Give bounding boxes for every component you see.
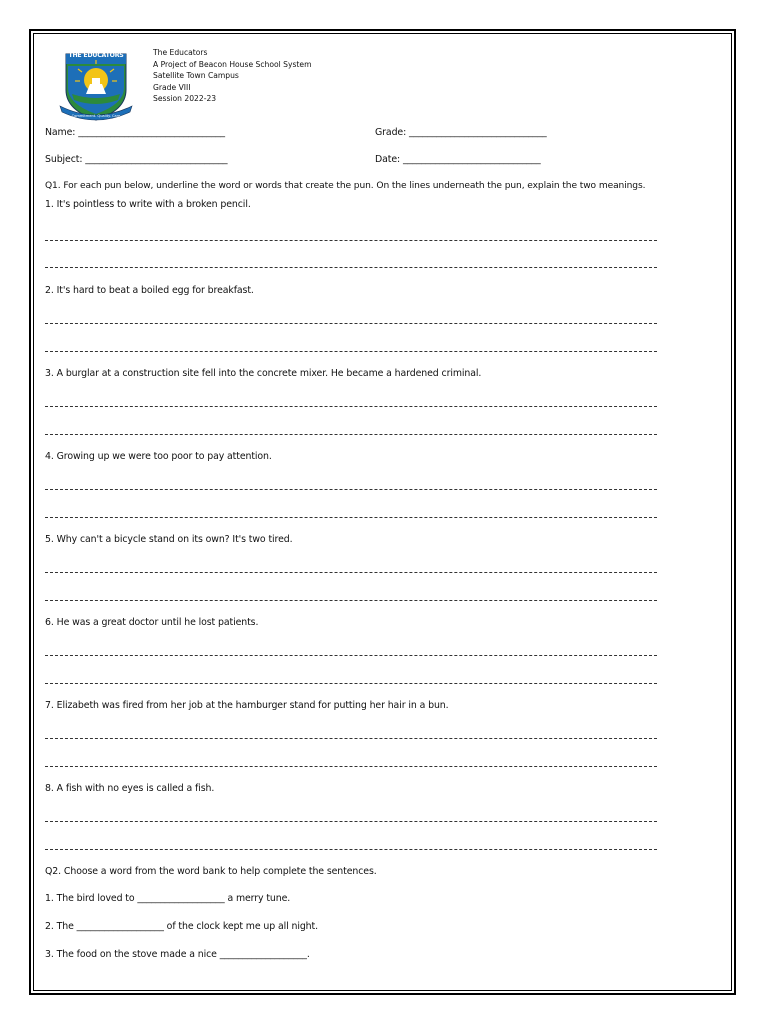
q1-instruction: Q1. For each pun below, underline the word or words that create the pun. On the lines underneath the pun, explain the two meanings. [45, 181, 646, 191]
pun-item: 1. It's pointless to write with a broken pencil. [45, 199, 251, 210]
answer-line[interactable] [45, 600, 657, 601]
answer-line[interactable] [45, 323, 657, 324]
answer-line[interactable] [45, 240, 657, 241]
q2-instruction: Q2. Choose a word from the word bank to help complete the sentences. [45, 866, 377, 877]
pun-item: 7. Elizabeth was fired from her job at the hamburger stand for putting her hair in a bun. [45, 700, 449, 711]
fill-in-sentence[interactable]: 2. The ___________________ of the clock kept me up all night. [45, 921, 318, 932]
fill-in-sentence[interactable]: 3. The food on the stove made a nice ___________________. [45, 949, 310, 960]
logo-text: THE EDUCATORS [68, 52, 124, 59]
page-border-inner [33, 33, 732, 991]
school-crest-logo [58, 50, 134, 122]
header-line: The Educators [153, 48, 208, 57]
pun-item: 8. A fish with no eyes is called a fish. [45, 783, 215, 794]
answer-line[interactable] [45, 849, 657, 850]
grade-field[interactable]: Grade: ______________________________ [375, 127, 547, 138]
answer-line[interactable] [45, 766, 657, 767]
answer-line[interactable] [45, 406, 657, 407]
pun-item: 3. A burglar at a construction site fell into the concrete mixer. He became a hardened criminal. [45, 368, 482, 379]
answer-line[interactable] [45, 738, 657, 739]
fill-in-sentence[interactable]: 1. The bird loved to ___________________ a merry tune. [45, 893, 291, 904]
pun-item: 4. Growing up we were too poor to pay attention. [45, 451, 272, 462]
header-line: Grade VIII [153, 82, 191, 92]
logo-motto: Commitment. Quality. Care [71, 114, 121, 118]
answer-line[interactable] [45, 572, 657, 573]
header-line: A Project of Beacon House School System [153, 59, 312, 69]
name-field[interactable]: Name: ________________________________ [45, 127, 225, 138]
answer-line[interactable] [45, 821, 657, 822]
subject-field[interactable]: Subject: _______________________________ [45, 154, 228, 165]
pun-item: 6. He was a great doctor until he lost patients. [45, 617, 259, 628]
answer-line[interactable] [45, 517, 657, 518]
answer-line[interactable] [45, 434, 657, 435]
school-header [153, 47, 311, 105]
header-line: Session 2022-23 [153, 94, 217, 103]
answer-line[interactable] [45, 655, 657, 656]
pun-item: 2. It's hard to beat a boiled egg for breakfast. [45, 285, 254, 296]
answer-line[interactable] [45, 489, 657, 490]
answer-line[interactable] [45, 267, 657, 268]
date-field[interactable]: Date: ______________________________ [375, 154, 541, 165]
header-line: Satellite Town Campus [153, 71, 239, 80]
answer-line[interactable] [45, 351, 657, 352]
pun-item: 5. Why can't a bicycle stand on its own? It's two tired. [45, 534, 293, 545]
answer-line[interactable] [45, 683, 657, 684]
